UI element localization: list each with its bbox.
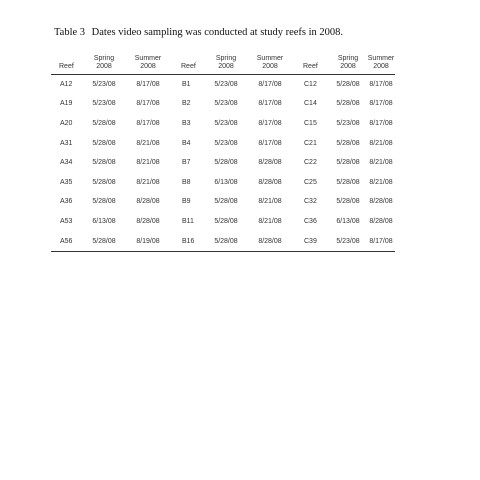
table-row <box>51 153 395 173</box>
spring-date-cell: 5/28/08 <box>336 80 360 88</box>
reef-cell: B4 <box>182 139 191 147</box>
spring-date-cell: 5/28/08 <box>336 100 360 108</box>
reef-cell: B9 <box>182 198 191 206</box>
spring-date-cell: 5/23/08 <box>329 231 367 251</box>
spring-date-cell: 5/28/08 <box>214 198 238 206</box>
spring-date-cell: 5/28/08 <box>336 198 360 206</box>
header-spring-2008: Spring 2008 <box>329 52 367 74</box>
reef-cell: C36 <box>304 217 317 225</box>
spring-date-cell: 5/28/08 <box>92 119 116 127</box>
reef-cell: C12 <box>304 80 317 88</box>
spring-date-cell: 5/23/08 <box>214 139 238 147</box>
reef-cell: A53 <box>60 217 73 225</box>
summer-date-cell: 8/21/08 <box>136 178 160 186</box>
header-summer-2008: Summer 2008 <box>367 52 395 74</box>
reef-cell: C21 <box>304 139 317 147</box>
summer-date-cell: 8/28/08 <box>258 159 282 167</box>
header-spring-2008: Spring 2008 <box>207 52 245 74</box>
spring-date-cell: 5/23/08 <box>214 80 238 88</box>
spring-date-cell: 5/28/08 <box>336 178 360 186</box>
header-reef: Reef <box>173 52 207 74</box>
spring-date-cell: 5/28/08 <box>214 159 238 167</box>
summer-date-cell: 8/17/08 <box>136 80 160 88</box>
reef-cell: C32 <box>304 198 317 206</box>
table-row <box>51 133 395 153</box>
spring-date-cell: 5/28/08 <box>92 178 116 186</box>
table-row <box>51 192 395 212</box>
spring-date-cell: 5/28/08 <box>214 217 238 225</box>
reef-cell: A36 <box>60 198 73 206</box>
summer-date-cell: 8/21/08 <box>258 198 282 206</box>
spring-date-cell: 5/28/08 <box>92 139 116 147</box>
reef-cell: B2 <box>182 100 191 108</box>
reef-cell: A20 <box>60 119 73 127</box>
spring-date-cell: 5/23/08 <box>214 100 238 108</box>
spring-date-cell: 5/28/08 <box>92 159 116 167</box>
summer-date-cell: 8/21/08 <box>369 139 393 147</box>
table-row <box>51 231 395 251</box>
reef-cell: A34 <box>60 159 73 167</box>
header-reef: Reef <box>51 52 85 74</box>
reef-cell: C25 <box>304 178 317 186</box>
summer-date-cell: 8/17/08 <box>136 100 160 108</box>
summer-date-cell: 8/19/08 <box>123 231 173 251</box>
reef-cell: C15 <box>304 119 317 127</box>
table-row <box>51 114 395 134</box>
reef-cell: B1 <box>182 80 191 88</box>
reef-cell: C14 <box>304 100 317 108</box>
summer-date-cell: 8/17/08 <box>369 119 393 127</box>
summer-date-cell: 8/28/08 <box>258 178 282 186</box>
spring-date-cell: 5/28/08 <box>92 198 116 206</box>
spring-date-cell: 5/23/08 <box>214 119 238 127</box>
header-row <box>51 52 395 74</box>
reef-cell: B7 <box>182 159 191 167</box>
table-caption <box>54 27 343 38</box>
reef-cell: A31 <box>60 139 73 147</box>
header-summer-2008: Summer 2008 <box>245 52 295 74</box>
summer-date-cell: 8/17/08 <box>258 139 282 147</box>
spring-date-cell: 5/23/08 <box>336 119 360 127</box>
table-row <box>51 74 395 94</box>
summer-date-cell: 8/28/08 <box>369 198 393 206</box>
spring-date-cell: 5/28/08 <box>336 139 360 147</box>
reef-cell: B8 <box>182 178 191 186</box>
table-body <box>51 74 395 251</box>
header-summer-2008: Summer 2008 <box>123 52 173 74</box>
spring-date-cell: 6/13/08 <box>92 217 116 225</box>
reef-cell: B16 <box>173 231 207 251</box>
summer-date-cell: 8/28/08 <box>245 231 295 251</box>
spring-date-cell: 5/28/08 <box>336 159 360 167</box>
summer-date-cell: 8/21/08 <box>258 217 282 225</box>
reef-cell: A35 <box>60 178 73 186</box>
reef-cell: C39 <box>295 231 329 251</box>
header-reef: Reef <box>295 52 329 74</box>
summer-date-cell: 8/17/08 <box>258 80 282 88</box>
reef-cell: B3 <box>182 119 191 127</box>
table-row <box>51 212 395 232</box>
reef-cell: B11 <box>182 217 194 225</box>
summer-date-cell: 8/17/08 <box>136 119 160 127</box>
table-header <box>51 52 395 74</box>
table-caption-text: Dates video sampling was conducted at study reefs in 2008. <box>91 27 344 38</box>
summer-date-cell: 8/17/08 <box>369 80 393 88</box>
spring-date-cell: 5/23/08 <box>92 80 116 88</box>
reef-cell: C22 <box>304 159 317 167</box>
summer-date-cell: 8/17/08 <box>367 231 395 251</box>
spring-date-cell: 6/13/08 <box>214 178 238 186</box>
summer-date-cell: 8/28/08 <box>369 217 393 225</box>
spring-date-cell: 5/23/08 <box>92 100 116 108</box>
table-caption-label: Table 3 <box>54 27 86 38</box>
spring-date-cell: 5/28/08 <box>207 231 245 251</box>
reef-cell: A12 <box>60 80 73 88</box>
table-row <box>51 172 395 192</box>
reef-cell: A56 <box>51 231 85 251</box>
spring-date-cell: 5/28/08 <box>85 231 123 251</box>
spring-date-cell: 6/13/08 <box>336 217 360 225</box>
summer-date-cell: 8/28/08 <box>136 198 160 206</box>
summer-date-cell: 8/21/08 <box>136 159 160 167</box>
summer-date-cell: 8/21/08 <box>369 159 393 167</box>
summer-date-cell: 8/17/08 <box>369 100 393 108</box>
summer-date-cell: 8/17/08 <box>258 119 282 127</box>
reef-sampling-table <box>51 52 395 252</box>
summer-date-cell: 8/21/08 <box>369 178 393 186</box>
summer-date-cell: 8/17/08 <box>258 100 282 108</box>
table-row <box>51 94 395 114</box>
header-spring-2008: Spring 2008 <box>85 52 123 74</box>
summer-date-cell: 8/21/08 <box>136 139 160 147</box>
summer-date-cell: 8/28/08 <box>136 217 160 225</box>
reef-cell: A19 <box>60 100 73 108</box>
